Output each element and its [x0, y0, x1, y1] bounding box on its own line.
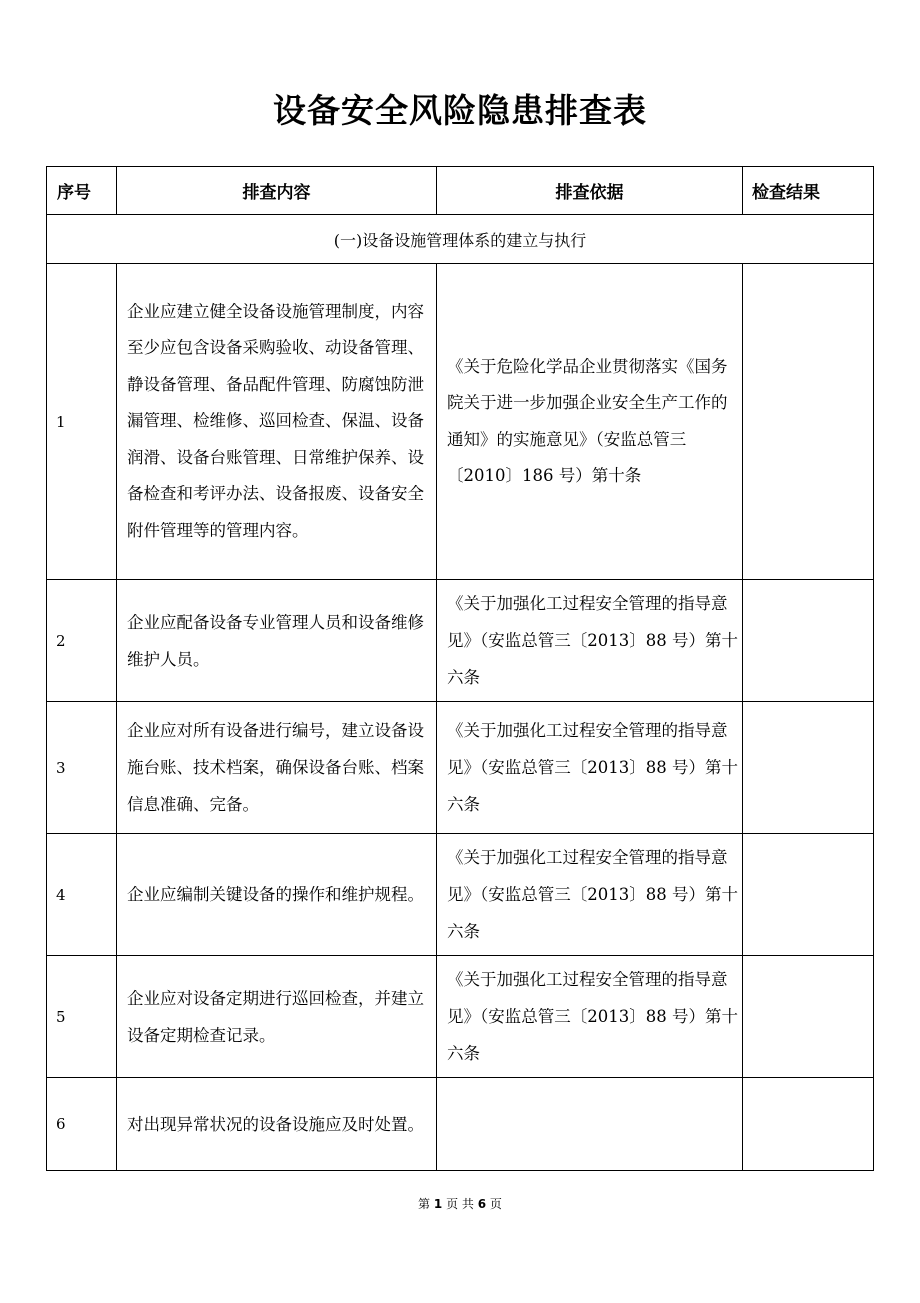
table-row	[47, 834, 874, 956]
row-number: 5	[47, 956, 117, 1078]
row-result[interactable]	[743, 580, 874, 702]
inspection-table	[46, 166, 874, 1171]
row-basis: 《关于危险化学品企业贯彻落实《国务院关于进一步加强企业安全生产工作的通知》的实施意见》（安监总管三〔2010〕186 号）第十条	[437, 264, 743, 580]
footer-suffix: 页	[489, 1197, 502, 1211]
section-row	[47, 215, 874, 264]
row-result[interactable]	[743, 834, 874, 956]
footer-middle: 页 共	[446, 1197, 474, 1211]
row-basis: 《关于加强化工过程安全管理的指导意见》（安监总管三〔2013〕88 号）第十六条	[437, 580, 743, 702]
header-result: 检查结果	[743, 167, 874, 215]
row-result[interactable]	[743, 702, 874, 834]
row-number: 1	[47, 264, 117, 580]
row-basis: 《关于加强化工过程安全管理的指导意见》（安监总管三〔2013〕88 号）第十六条	[437, 834, 743, 956]
row-result[interactable]	[743, 1078, 874, 1171]
row-result[interactable]	[743, 956, 874, 1078]
table-row	[47, 580, 874, 702]
footer-page-number: 1	[433, 1197, 443, 1211]
document-title: 设备安全风险隐患排查表	[273, 91, 647, 130]
row-content: 企业应建立健全设备设施管理制度，内容至少应包含设备采购验收、动设备管理、静设备管理、备品配件管理、防腐蚀防泄漏管理、检维修、巡回检查、保温、设备润滑、设备台账管理、日常维护保养、设备检查和考评办法、设备报废、设备安全附件管理等的管理内容。	[117, 264, 437, 580]
header-no: 序号	[47, 167, 117, 215]
row-basis: 《关于加强化工过程安全管理的指导意见》（安监总管三〔2013〕88 号）第十六条	[437, 956, 743, 1078]
header-basis: 排查依据	[437, 167, 743, 215]
header-content: 排查内容	[117, 167, 437, 215]
table-row	[47, 1078, 874, 1171]
row-content: 企业应对所有设备进行编号，建立设备设施台账、技术档案，确保设备台账、档案信息准确、完备。	[117, 702, 437, 834]
row-number: 2	[47, 580, 117, 702]
row-content: 企业应对设备定期进行巡回检查，并建立设备定期检查记录。	[117, 956, 437, 1078]
footer-total-pages: 6	[477, 1197, 487, 1211]
page-footer	[0, 1195, 920, 1213]
row-content: 企业应配备设备专业管理人员和设备维修维护人员。	[117, 580, 437, 702]
table-row	[47, 264, 874, 580]
row-content: 对出现异常状况的设备设施应及时处置。	[117, 1078, 437, 1171]
footer-prefix: 第	[418, 1197, 431, 1211]
table-row	[47, 702, 874, 834]
row-basis	[437, 1078, 743, 1171]
row-number: 6	[47, 1078, 117, 1171]
row-basis: 《关于加强化工过程安全管理的指导意见》（安监总管三〔2013〕88 号）第十六条	[437, 702, 743, 834]
row-number: 3	[47, 702, 117, 834]
row-content: 企业应编制关键设备的操作和维护规程。	[117, 834, 437, 956]
table-row	[47, 956, 874, 1078]
table-header-row	[47, 167, 874, 215]
row-number: 4	[47, 834, 117, 956]
section-title: (一)设备设施管理体系的建立与执行	[47, 215, 874, 264]
row-result[interactable]	[743, 264, 874, 580]
